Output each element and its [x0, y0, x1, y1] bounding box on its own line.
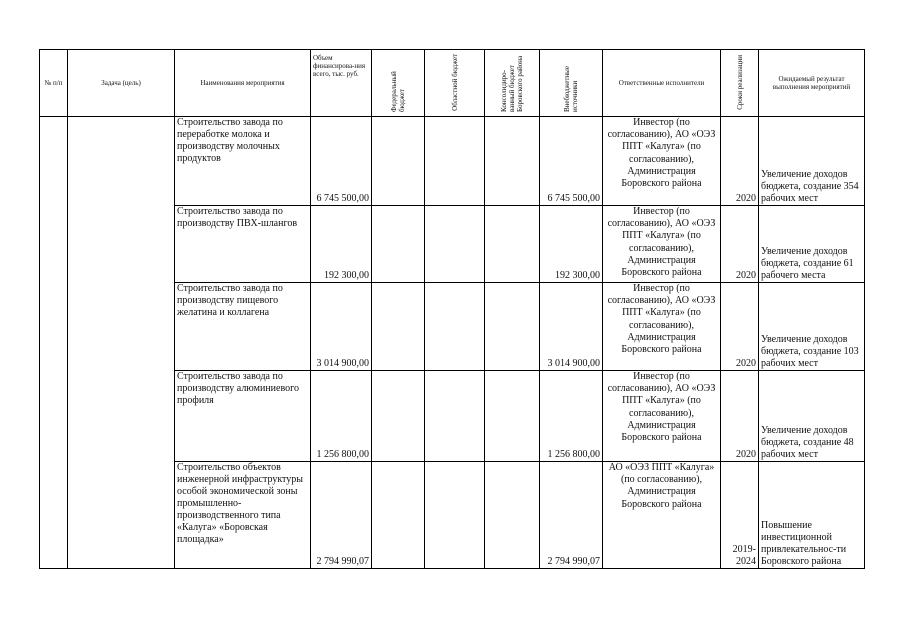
header-event: Наименования мероприятия — [175, 50, 311, 117]
header-offbudget-label: Внебюджетные источники — [563, 66, 579, 112]
volume-value: 6 745 500,00 — [311, 117, 372, 206]
responsible-value: Инвестор (по согласованию), АО «ОЭЗ ППТ «Калуга» (по согласованию), Администрация Боровского района — [603, 371, 721, 462]
volume-value: 1 256 800,00 — [311, 371, 372, 462]
header-row — [40, 50, 865, 117]
volume-value: 2 794 990,07 — [311, 462, 372, 569]
term-value: 2020 — [721, 283, 759, 371]
result-value: Повышение инвестиционной привлекательнос-ти Боровского района — [759, 462, 865, 569]
volume-value: 3 014 900,00 — [311, 283, 372, 371]
offbudget-value: 6 745 500,00 — [540, 117, 603, 206]
term-value: 2020 — [721, 117, 759, 206]
event-name: Строительство завода по производству пищевого желатина и коллагена — [175, 283, 311, 371]
header-responsible: Ответственные исполнители — [603, 50, 721, 117]
responsible-value: Инвестор (по согласованию), АО «ОЭЗ ППТ «Калуга» (по согласованию), Администрация Боровского района — [603, 283, 721, 371]
consolidated-value — [485, 283, 540, 371]
header-offbudget — [540, 50, 603, 117]
term-value: 2020 — [721, 206, 759, 283]
offbudget-value: 2 794 990,07 — [540, 462, 603, 569]
offbudget-value: 192 300,00 — [540, 206, 603, 283]
result-value: Увеличение доходов бюджета, создание 354 рабочих мест — [759, 117, 865, 206]
federal-value — [372, 462, 425, 569]
header-result: Ожидаемый результат выполнения мероприятий — [759, 50, 865, 117]
federal-value — [372, 283, 425, 371]
header-regional — [425, 50, 485, 117]
header-num: № п/п — [40, 50, 68, 117]
header-term — [721, 50, 759, 117]
consolidated-value — [485, 206, 540, 283]
header-consolidated — [485, 50, 540, 117]
consolidated-value — [485, 371, 540, 462]
regional-value — [425, 371, 485, 462]
federal-value — [372, 117, 425, 206]
table-row — [40, 117, 865, 206]
result-value: Увеличение доходов бюджета, создание 103 рабочих мест — [759, 283, 865, 371]
num-cell — [40, 117, 68, 569]
responsible-value: АО «ОЭЗ ППТ «Калуга» (по согласованию), Администрация Боровского района — [603, 462, 721, 569]
header-term-label: Сроки реализации — [735, 54, 744, 110]
consolidated-value — [485, 462, 540, 569]
result-value: Увеличение доходов бюджета, создание 61 рабочего места — [759, 206, 865, 283]
regional-value — [425, 117, 485, 206]
header-federal-label: Федеральный бюджет — [390, 71, 406, 112]
consolidated-value — [485, 117, 540, 206]
header-federal — [372, 50, 425, 117]
event-name: Строительство завода по производству алюминиевого профиля — [175, 371, 311, 462]
event-name: Строительство завода по переработке молока и производству молочных продуктов — [175, 117, 311, 206]
header-regional-label: Областной бюджет — [450, 53, 459, 111]
offbudget-value: 3 014 900,00 — [540, 283, 603, 371]
program-table — [39, 49, 865, 569]
event-name: Строительство завода по производству ПВХ-шлангов — [175, 206, 311, 283]
result-value: Увеличение доходов бюджета, создание 48 рабочих мест — [759, 371, 865, 462]
volume-value: 192 300,00 — [311, 206, 372, 283]
federal-value — [372, 371, 425, 462]
responsible-value: Инвестор (по согласованию), АО «ОЭЗ ППТ «Калуга» (по согласованию), Администрация Боровского района — [603, 206, 721, 283]
header-consolidated-label: Консолидиро-ванный бюджет Боровского района — [500, 55, 524, 112]
term-value: 2019-2024 — [721, 462, 759, 569]
regional-value — [425, 462, 485, 569]
header-task: Задача (цель) — [68, 50, 175, 117]
event-name: Строительство объектов инженерной инфраструктуры особой экономической зоны промышленно-производственного типа «Калуга» «Боровская площадка» — [175, 462, 311, 569]
task-cell — [68, 117, 175, 569]
federal-value — [372, 206, 425, 283]
regional-value — [425, 283, 485, 371]
regional-value — [425, 206, 485, 283]
term-value: 2020 — [721, 371, 759, 462]
header-volume: Объем финансирова-ния всего, тыс. руб. — [311, 50, 372, 117]
offbudget-value: 1 256 800,00 — [540, 371, 603, 462]
responsible-value: Инвестор (по согласованию), АО «ОЭЗ ППТ «Калуга» (по согласованию), Администрация Боровского района — [603, 117, 721, 206]
